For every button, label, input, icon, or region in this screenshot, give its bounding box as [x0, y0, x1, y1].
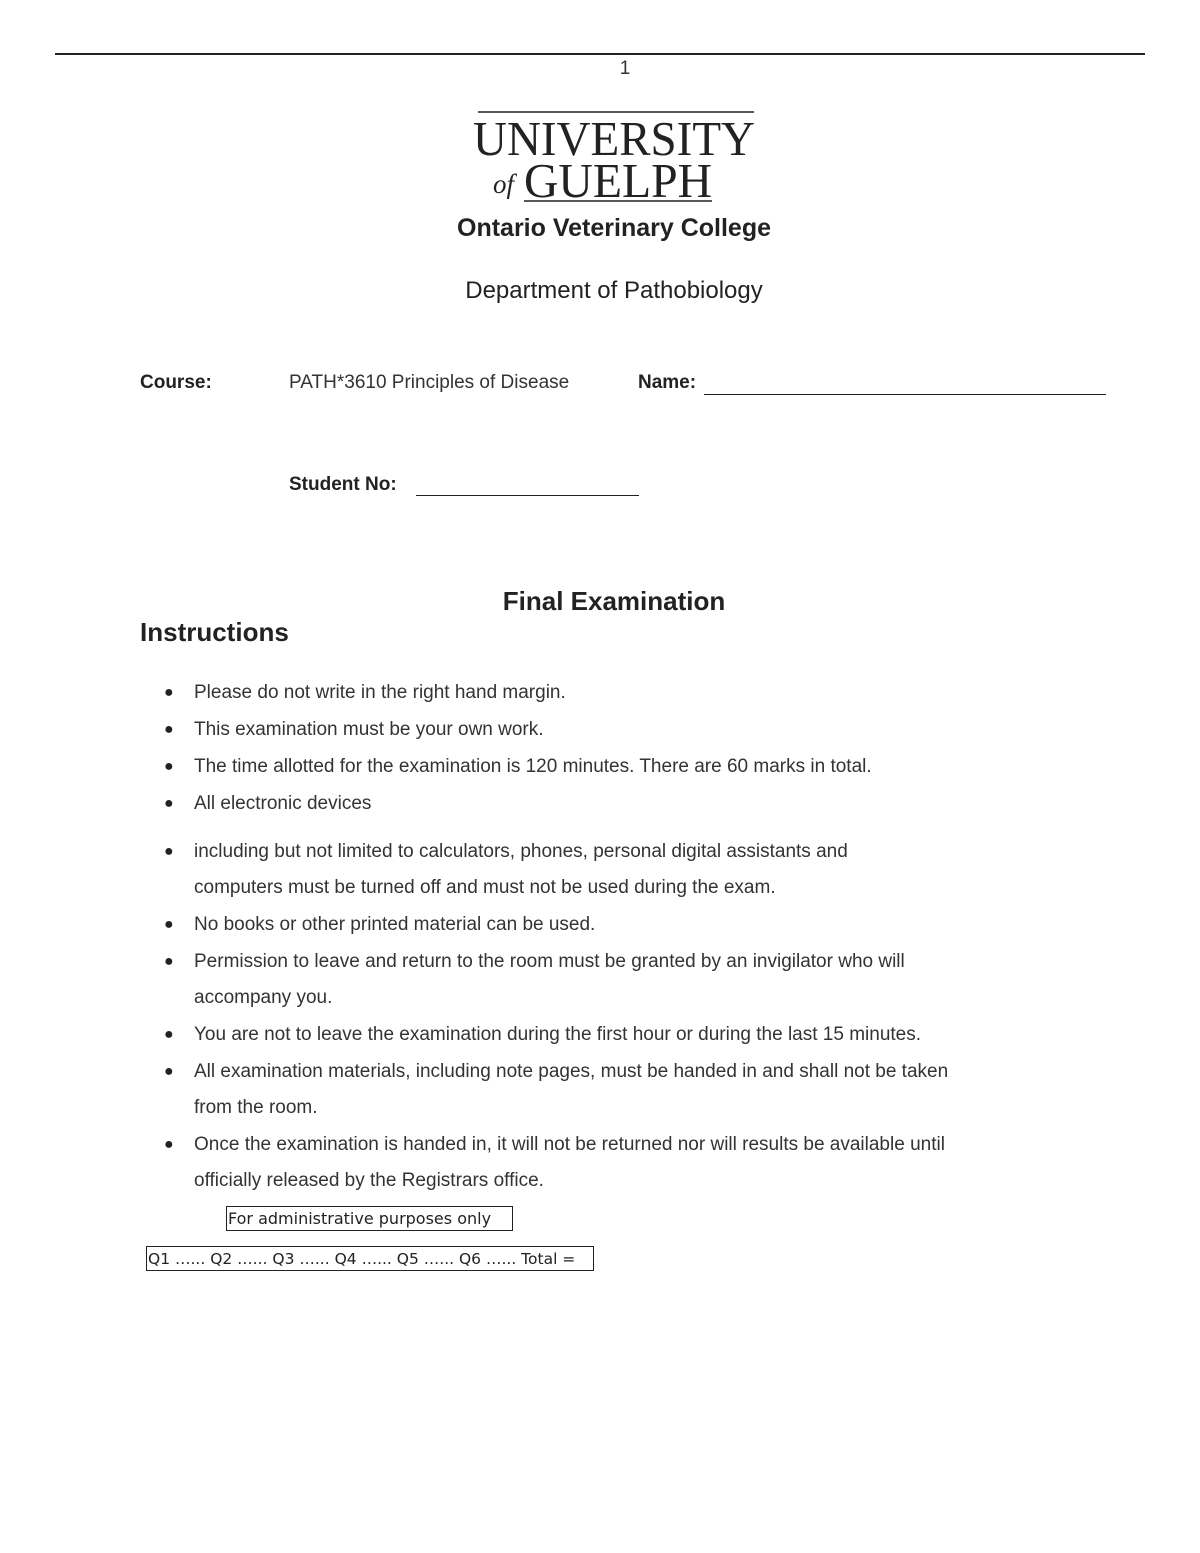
instruction-text [194, 1017, 1074, 1053]
instruction-text [194, 834, 1074, 906]
header-rule [55, 53, 1145, 55]
instruction-line: accompany you. [194, 987, 333, 1008]
instruction-line: The time allotted for the examination is 120 minutes. There are 60 marks in total. [194, 756, 872, 777]
bullet-icon: ● [164, 721, 174, 738]
student-no-label: Student No: [289, 474, 397, 495]
instruction-text [194, 944, 1074, 1016]
college-name: Ontario Veterinary College [457, 214, 771, 242]
instruction-line: Please do not write in the right hand margin. [194, 682, 566, 703]
page-number: 1 [619, 58, 631, 79]
instruction-line: officially released by the Registrars office. [194, 1170, 544, 1191]
admin-label-box: For administrative purposes only [226, 1206, 513, 1231]
bullet-icon: ● [164, 795, 174, 812]
instruction-line: All electronic devices [194, 793, 372, 814]
bullet-icon: ● [164, 916, 174, 933]
instruction-text [194, 712, 1074, 748]
course-label: Course: [140, 372, 212, 393]
logo-prefix: of [493, 169, 515, 199]
instruction-text [194, 675, 1074, 711]
bullet-icon: ● [164, 1063, 174, 1080]
instruction-line: computers must be turned off and must not be used during the exam. [194, 877, 776, 898]
logo-line2: GUELPH [524, 153, 712, 208]
university-logo [468, 108, 760, 208]
bullet-icon: ● [164, 1026, 174, 1043]
instruction-text [194, 786, 1074, 822]
name-label: Name: [638, 372, 697, 393]
instructions-heading: Instructions [140, 617, 289, 647]
instruction-line: including but not limited to calculators, phones, personal digital assistants and [194, 841, 848, 862]
bullet-icon: ● [164, 1136, 174, 1153]
course-value: PATH*3610 Principles of Disease [289, 372, 570, 393]
logo-line1: UNIVERSITY [473, 111, 755, 166]
name-field-line[interactable] [704, 394, 1106, 395]
score-tally-box: Q1 …... Q2 …... Q3 …... Q4 …... Q5 …... Q6 …... Total = [146, 1246, 594, 1271]
instruction-text [194, 1127, 1074, 1199]
student-no-field-line[interactable] [416, 495, 639, 496]
instruction-line: from the room. [194, 1097, 318, 1118]
instruction-line: Once the examination is handed in, it will not be returned nor will results be available until [194, 1134, 945, 1155]
instruction-line: This examination must be your own work. [194, 719, 544, 740]
instruction-text [194, 907, 1074, 943]
instruction-line: All examination materials, including note pages, must be handed in and shall not be taken [194, 1061, 949, 1082]
instruction-line: No books or other printed material can be used. [194, 914, 596, 935]
instruction-line: Permission to leave and return to the room must be granted by an invigilator who will [194, 951, 905, 972]
instruction-text [194, 1054, 1074, 1126]
instruction-text [194, 749, 1074, 785]
instruction-line: You are not to leave the examination during the first hour or during the last 15 minutes. [194, 1024, 922, 1045]
bullet-icon: ● [164, 684, 174, 701]
department-name: Department of Pathobiology [465, 277, 763, 304]
exam-title: Final Examination [502, 586, 726, 616]
bullet-icon: ● [164, 843, 174, 860]
bullet-icon: ● [164, 758, 174, 775]
bullet-icon: ● [164, 953, 174, 970]
